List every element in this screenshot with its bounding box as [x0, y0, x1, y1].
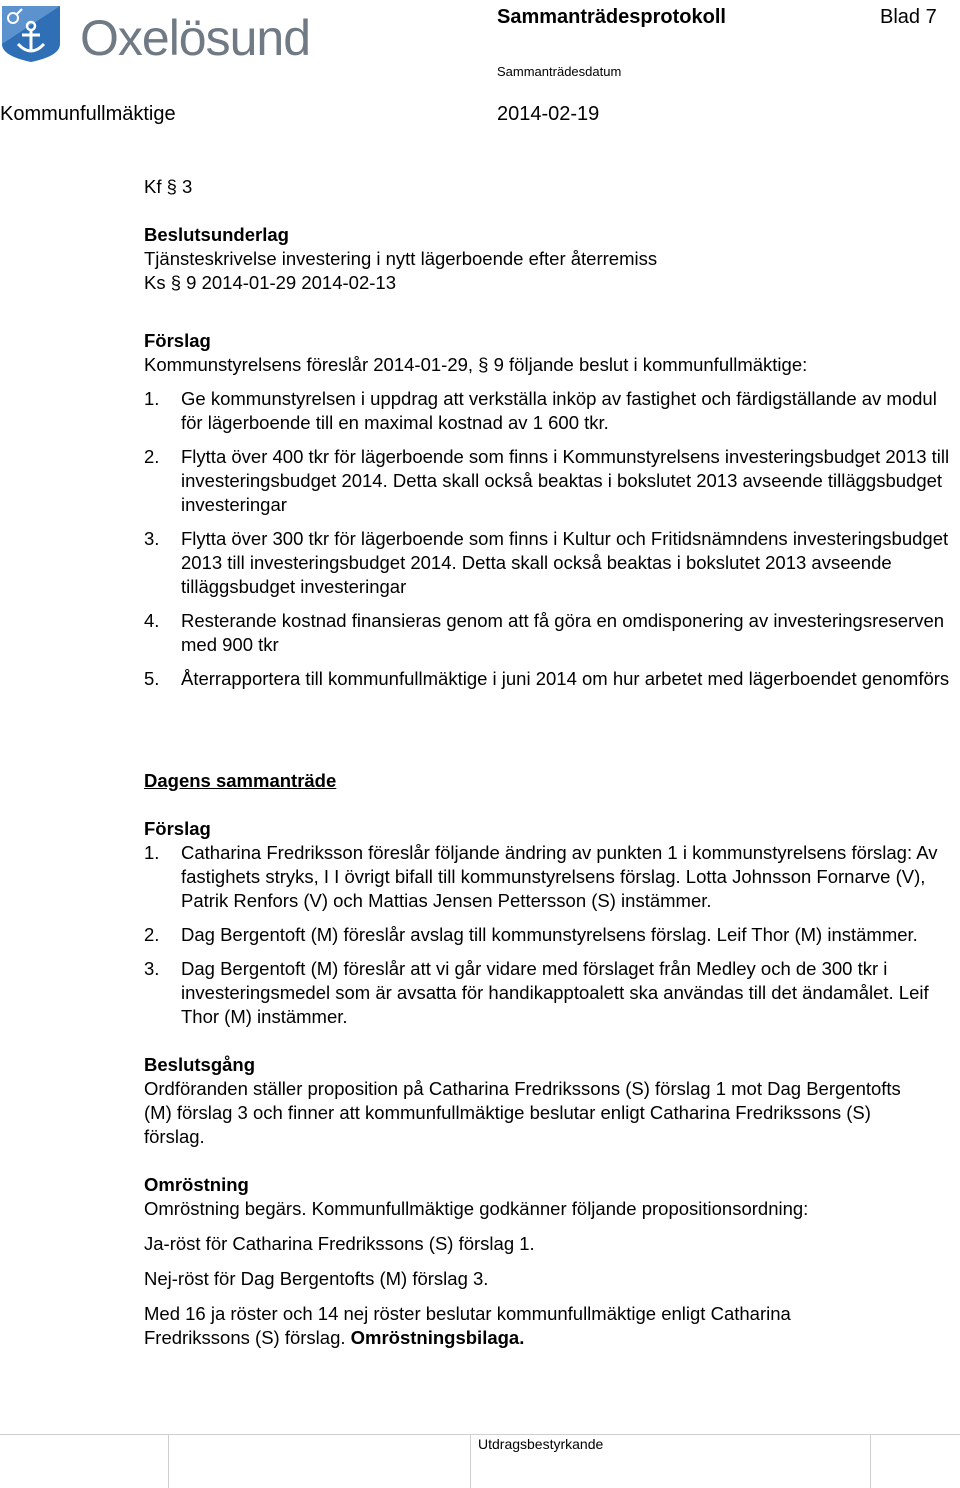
dagens-heading: Dagens sammanträde	[144, 770, 337, 791]
list-item: 2. Flytta över 400 tkr för lägerboende som finns i Kommunstyrelsens investeringsbudget 2013 till investeringsbudget 2014. Detta skall också beaktas i bokslutet 2013 avseende tilläggsbudget investeringar	[144, 446, 950, 515]
list-item: 1. Ge kommunstyrelsen i uppdrag att verkställa inköp av fastighet och färdigställande av modul för lägerboende till en maximal kostnad av 1 600 tkr.	[144, 388, 937, 433]
meeting-date: 2014-02-19	[497, 103, 600, 125]
omrostning-ja: Ja-röst för Catharina Fredrikssons (S) förslag 1.	[144, 1233, 535, 1254]
list-item: 4. Resterande kostnad finansieras genom att få göra en omdisponering av investeringsreserven med 900 tkr	[144, 610, 945, 655]
omrostning-result: Med 16 ja röster och 14 nej röster beslutar kommunfullmäktige enligt Catharina Fredrikssons (S) förslag. Omröstningsbilaga.	[144, 1303, 791, 1348]
oxelosund-logo-icon	[0, 4, 62, 64]
beslutsunderlag-line: Tjänsteskrivelse investering i nytt lägerboende efter återremiss	[144, 248, 658, 269]
footer-divider	[470, 1434, 471, 1488]
meeting-date-label: Sammanträdesdatum	[497, 64, 622, 79]
document-title: Sammanträdesprotokoll	[497, 6, 726, 28]
omrostning-nej: Nej-röst för Dag Bergentofts (M) förslag 3.	[144, 1268, 489, 1289]
omrostning-line: Omröstning begärs. Kommunfullmäktige godkänner följande propositionsordning:	[144, 1198, 809, 1219]
page-number: Blad 7	[880, 6, 937, 28]
omrostningsbilaga-label: Omröstningsbilaga.	[350, 1327, 525, 1348]
section-number: Kf § 3	[144, 176, 193, 197]
protocol-body	[144, 175, 960, 1350]
body-name: Kommunfullmäktige	[0, 103, 176, 125]
list-item: 1. Catharina Fredriksson föreslår följande ändring av punkten 1 i kommunstyrelsens förslag: Av fastighets stryks, I I övrigt bifall till kommunstyrelsens förslag. Lotta Johnsson Fornarve (V), Patrik Renfors (V) och Mattias Jensen Pettersson (S) instämmer.	[144, 842, 938, 911]
list-item: 3. Dag Bergentoft (M) föreslår att vi går vidare med förslaget från Medley och de 300 tkr i investeringsmedel som är avsatta för handikapptoalett ska användas till det ändamålet. Leif Thor (M) instämmer.	[144, 958, 929, 1027]
list-item: 2. Dag Bergentoft (M) föreslår avslag till kommunstyrelsens förslag. Leif Thor (M) instämmer.	[144, 924, 918, 945]
beslutsunderlag-heading: Beslutsunderlag	[144, 224, 289, 245]
omrostning-heading: Omröstning	[144, 1174, 249, 1195]
footer-divider	[0, 1434, 960, 1435]
list-item: 5. Återrapportera till kommunfullmäktige i juni 2014 om hur arbetet med lägerboendet genomförs	[144, 668, 950, 689]
forslag-heading: Förslag	[144, 330, 211, 351]
beslutsgang-text: Ordföranden ställer proposition på Catharina Fredrikssons (S) förslag 1 mot Dag Bergentofts (M) förslag 3 och finner att kommunfullmäktige beslutar enligt Catharina Fredrikssons (S) förslag.	[144, 1078, 901, 1147]
beslutsunderlag-line: Ks § 9 2014-01-29 2014-02-13	[144, 272, 396, 293]
forslag-intro: Kommunstyrelsens föreslår 2014-01-29, § 9 följande beslut i kommunfullmäktige:	[144, 354, 808, 375]
utdragsbestyrkande-label: Utdragsbestyrkande	[478, 1436, 604, 1452]
logo-wordmark: Oxelösund	[80, 10, 311, 66]
list-item: 3. Flytta över 300 tkr för lägerboende som finns i Kultur och Fritidsnämndens investeringsbudget 2013 till investeringsbudget 2014. Detta skall också beaktas i bokslutet 2013 avseende tilläggsbudget investeringar	[144, 528, 949, 597]
forslag-list	[144, 387, 960, 691]
dagens-forslag-heading: Förslag	[144, 818, 211, 839]
footer-divider	[168, 1434, 169, 1488]
footer-divider	[870, 1434, 871, 1488]
beslutsgang-heading: Beslutsgång	[144, 1054, 256, 1075]
dagens-list	[144, 841, 960, 1029]
